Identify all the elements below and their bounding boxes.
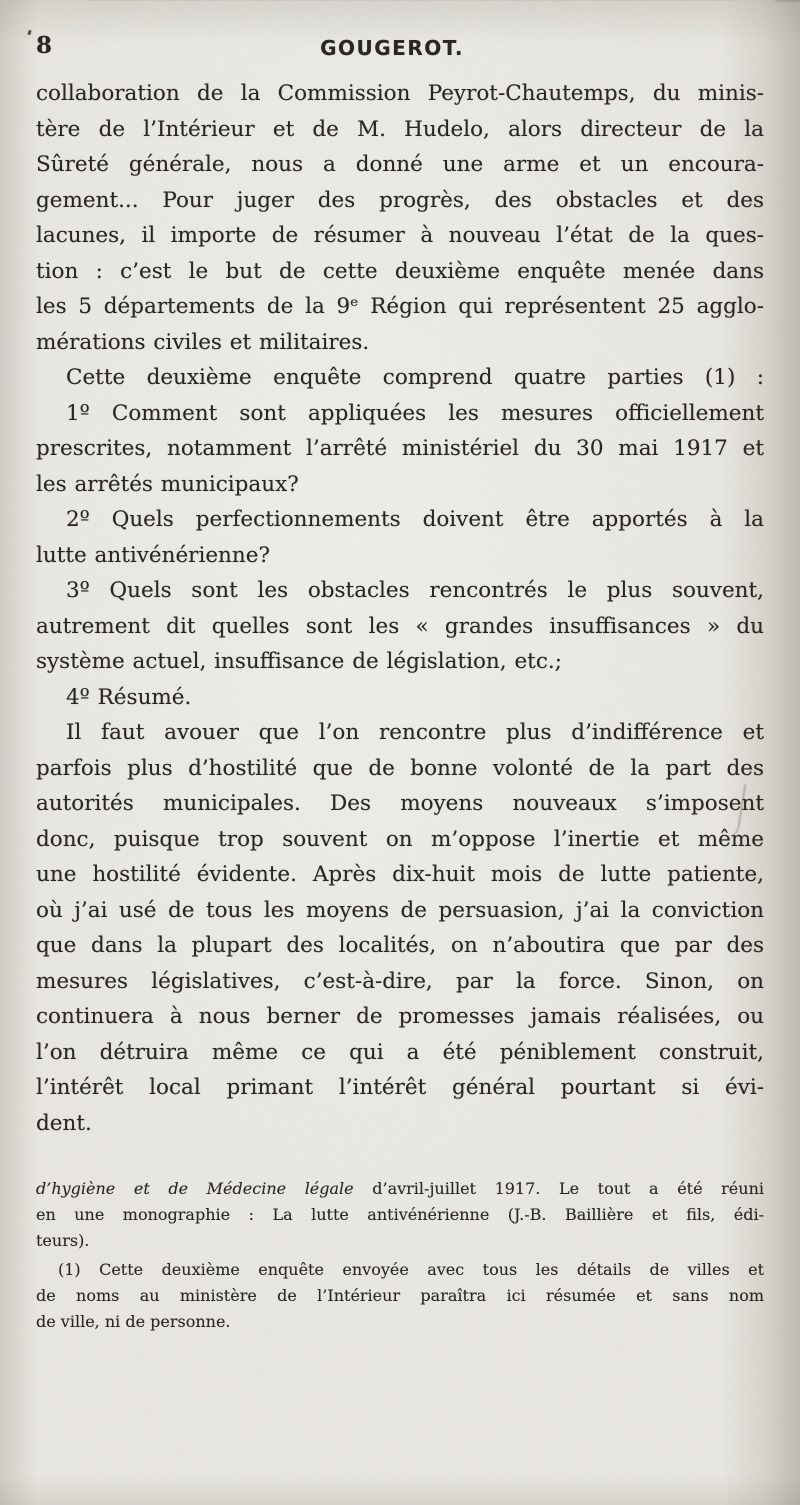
body-line: Sûreté générale, nous a donné une arme et un encoura- xyxy=(36,152,764,177)
body-line: l’intérêt local primant l’intérêt général pourtant si évi- xyxy=(36,1075,764,1100)
body-line: 2º Quels perfectionnements doivent être apportés à la xyxy=(66,507,764,532)
body-line: système actuel, insuffisance de législation, etc.; xyxy=(36,649,562,674)
body-line: continuera à nous berner de promesses jamais réalisées, ou xyxy=(36,1004,764,1029)
body-line: dent. xyxy=(36,1110,92,1136)
body-line: 3º Quels sont les obstacles rencontrés le plus souvent, xyxy=(66,578,764,603)
body-line: mesures législatives, c’est-à-dire, par la force. Sinon, on xyxy=(36,968,764,994)
body-line: l’on détruira même ce qui a été péniblement construit, xyxy=(36,1039,764,1065)
running-title: GOUGEROT. xyxy=(320,36,464,60)
body-line: où j’ai usé de tous les moyens de persuasion, j’ai la conviction xyxy=(36,897,764,923)
body-line: Il faut avouer que l’on rencontre plus d’indifférence et xyxy=(66,720,764,745)
footnote-italic-title: d’hygiène et de Médecine légale xyxy=(36,1179,354,1198)
body-line: que dans la plupart des localités, on n’aboutira que par des xyxy=(36,933,764,958)
body-line: donc, puisque trop souvent on m’oppose l’inertie et même xyxy=(36,826,764,852)
body-line: Cette deuxième enquête comprend quatre parties (1) : xyxy=(66,365,764,390)
body-line: 4º Résumé. xyxy=(66,684,192,710)
body-line: autrement dit quelles sont les « grandes insuffisances » du xyxy=(36,613,764,639)
body-line: 1º Comment sont appliquées les mesures officiellement xyxy=(66,400,764,426)
footnote-line: (1) Cette deuxième enquête envoyée avec tous les détails de villes et xyxy=(58,1260,764,1279)
body-line: tion : c’est le but de cette deuxième enquête menée dans xyxy=(36,258,764,284)
body-line: lacunes, il importe de résumer à nouveau l’état de la ques- xyxy=(36,223,764,248)
footnote-line: teurs). xyxy=(36,1231,90,1250)
body-line: lutte antivénérienne? xyxy=(36,542,271,568)
body-line: parfois plus d’hostilité que de bonne volonté de la part des xyxy=(36,755,764,781)
footnote-line: de ville, ni de personne. xyxy=(36,1312,231,1331)
body-line: autorités municipales. Des moyens nouveaux s’imposent xyxy=(36,791,764,816)
body-line: tère de l’Intérieur et de M. Hudelo, alors directeur de la xyxy=(36,116,764,142)
body-text xyxy=(36,76,764,1141)
body-line: collaboration de la Commission Peyrot-Chautemps, du minis- xyxy=(36,81,764,106)
ink-speck xyxy=(27,30,31,36)
footnotes-block xyxy=(36,1176,764,1335)
footnote-line: en une monographie : La lutte antivénérienne (J.-B. Baillière et fils, édi- xyxy=(36,1205,764,1224)
body-line: prescrites, notamment l’arrêté ministériel du 30 mai 1917 et xyxy=(36,436,764,461)
body-line: les 5 départements de la 9ᵉ Région qui représentent 25 agglo- xyxy=(36,294,764,319)
footnote-line xyxy=(36,1176,764,1202)
body-line: mérations civiles et militaires. xyxy=(36,329,370,355)
body-line: une hostilité évidente. Après dix-huit mois de lutte patiente, xyxy=(36,862,764,887)
page-number: 8 xyxy=(36,32,54,59)
footnote-text: d’avril-juillet 1917. Le tout a été réuni xyxy=(353,1179,765,1198)
body-line: gement... Pour juger des progrès, des obstacles et des xyxy=(36,187,764,213)
body-line: les arrêtés municipaux? xyxy=(36,471,299,497)
footnote-line: de noms au ministère de l’Intérieur paraîtra ici résumée et sans nom xyxy=(36,1286,764,1305)
